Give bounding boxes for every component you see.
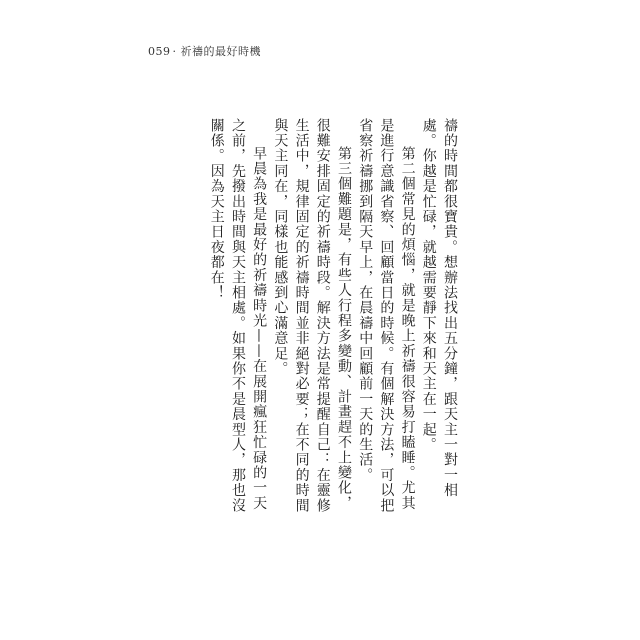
page-number: 059 — [148, 45, 171, 58]
paragraph-continuation: 禱的時間都很寶貴。想辦法找出五分鐘，跟天主一對一相處。你越是忙碌，就越需要靜下來和天主在一起。 — [420, 118, 458, 498]
paragraph-third-problem: 第三個難題是，有些人行程多變動、計畫趕不上變化，很難安排固定的祈禱時段。解決方法是常提醒自己：在靈修生活中，規律固定的祈禱時間並非絕對必要；在不同的時間與天主同在，同樣也能感到心滿意足。 — [272, 118, 352, 514]
paragraph-morning-prayer: 早晨為我是最好的祈禱時光——在展開瘋狂忙碌的一天之前，先撥出時間與天主相處。如果你不是晨型人，那也沒關係。因為天主日夜都在！ — [208, 118, 268, 514]
running-header — [148, 43, 261, 59]
paragraph-second-problem: 第二個常見的煩惱，就是晚上祈禱很容易打瞌睡。尤其是進行意識省察、回顧當日的時候。有個解決方法，可以把省察祈禱挪到隔天早上，在晨禱中回顧前一天的生活。 — [357, 118, 416, 514]
header-separator: · — [172, 45, 177, 58]
vertical-body-text — [208, 118, 460, 518]
chapter-title: 祈禱的最好時機 — [180, 45, 261, 58]
